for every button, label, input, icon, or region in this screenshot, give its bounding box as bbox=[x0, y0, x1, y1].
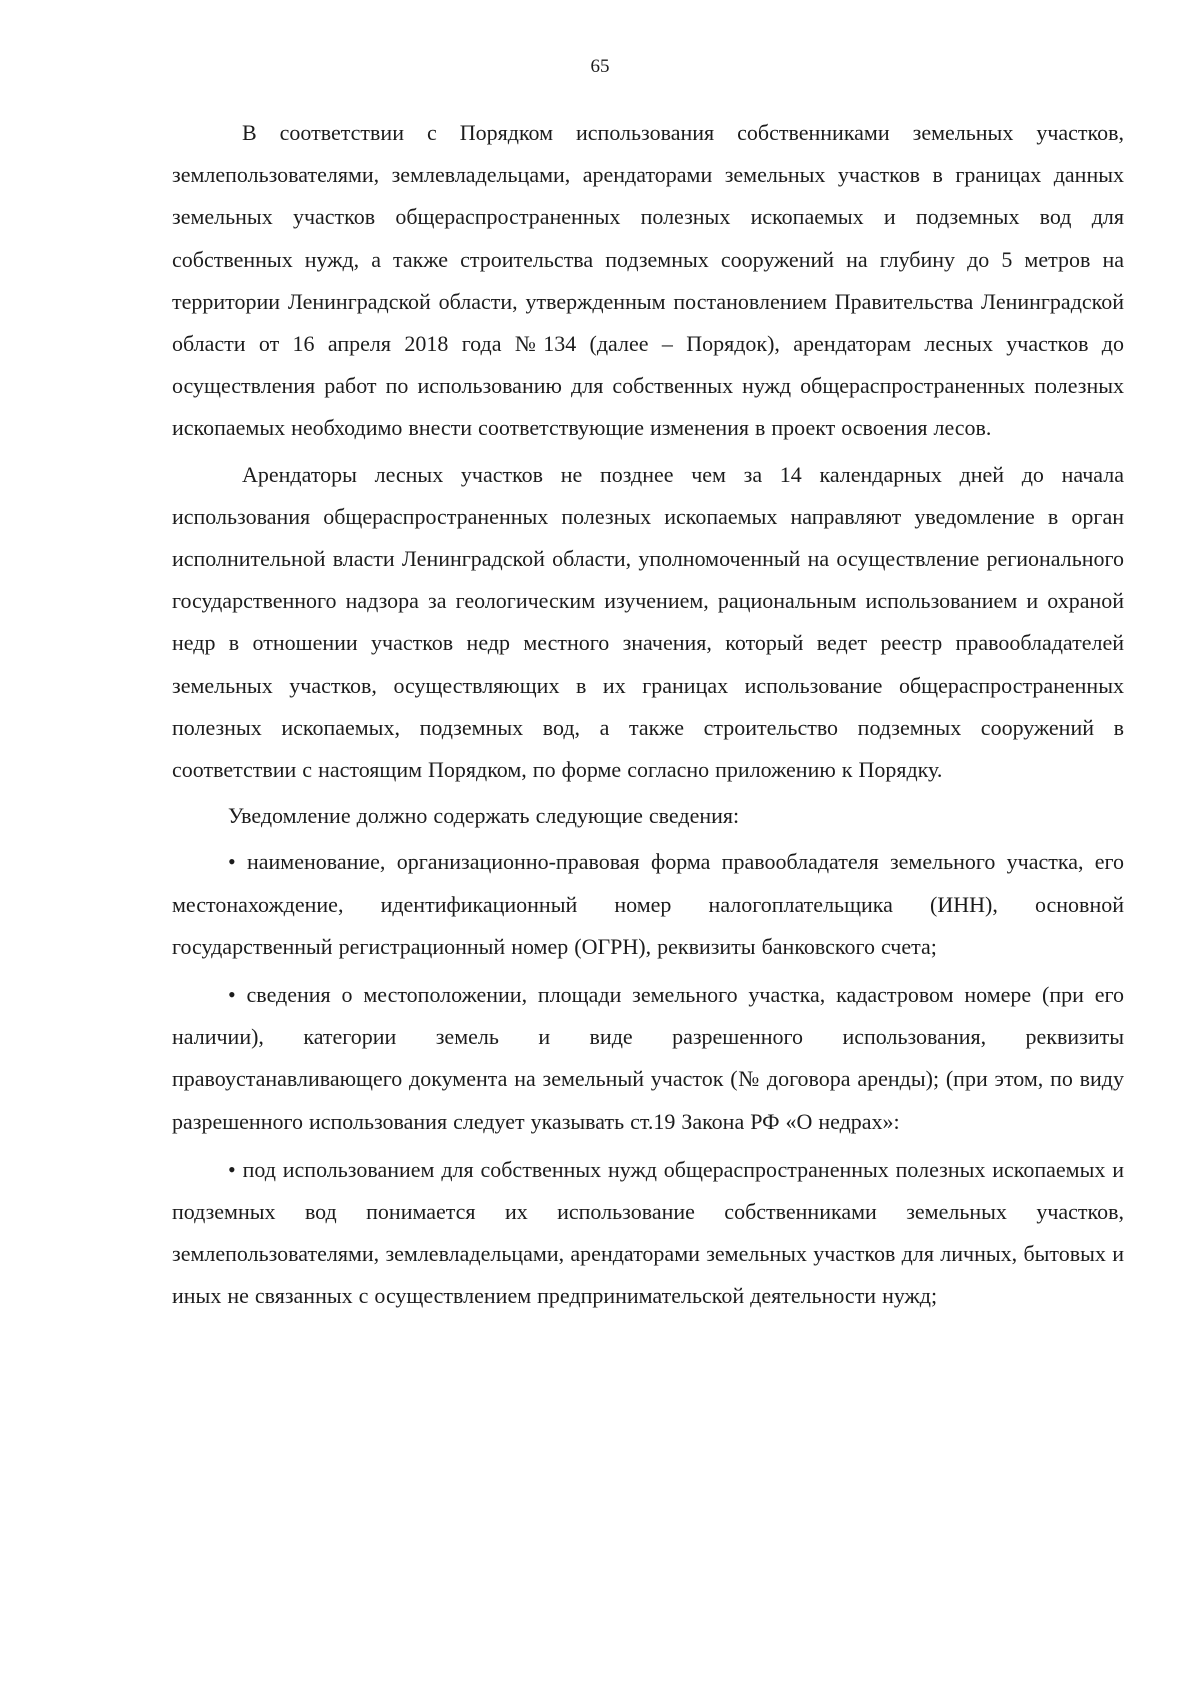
document-body bbox=[172, 112, 1124, 1318]
bullet-icon: • bbox=[228, 849, 236, 875]
bullet-item-own-needs-definition bbox=[172, 1149, 1124, 1318]
paragraph-order-intro: В соответствии с Порядком использования собственниками земельных участков, землепользователями, землевладельцами, арендаторами земельных участков в границах данных земельных участков общераспространенных полезных ископаемых и подземных вод для собственных нужд, а также строительства подземных сооружений на глубину до 5 метров на территории Ленинградской области, утвержденным постановлением Правительства Ленинградской области от 16 апреля 2018 года №134 (далее – Порядок), арендаторам лесных участков до осуществления работ по использованию для собственных нужд общераспространенных полезных ископаемых необходимо внести соответствующие изменения в проект освоения лесов. bbox=[172, 120, 1124, 441]
bullet-item-land-plot-details bbox=[172, 974, 1124, 1143]
bullet-icon: • bbox=[228, 982, 236, 1008]
bullet-text: наименование, организационно-правовая форма правообладателя земельного участка, его местонахождение, идентификационный номер налогоплательщика (ИНН), основной государственный регистрационный номер (ОГРН), реквизиты банковского счета; bbox=[172, 849, 1125, 959]
bullet-text: сведения о местоположении, площади земельного участка, кадастровом номере (при его наличии), категории земель и виде разрешенного использования, реквизиты правоустанавливающего документа на земельный участок (№ договора аренды); (при этом, по виду разрешенного использования следует указывать ст.19 Закона РФ «О недрах»: bbox=[172, 982, 1124, 1134]
paragraph-notification-contents: Уведомление должно содержать следующие сведения: bbox=[228, 803, 740, 829]
page-number: 65 bbox=[590, 56, 610, 77]
bullet-icon: • bbox=[228, 1156, 236, 1182]
bullet-text: под использованием для собственных нужд общераспространенных полезных ископаемых и подземных вод понимается их использование собственниками земельных участков, землепользователями, землевладельцами, арендаторами земельных участков для личных, бытовых и иных не связанных с осуществлением предпринимательской деятельности нужд; bbox=[172, 1156, 1125, 1309]
bullet-item-applicant-details bbox=[172, 841, 1124, 968]
paragraph-notification-deadline: Арендаторы лесных участков не позднее чем за 14 календарных дней до начала использования общераспространенных полезных ископаемых направляют уведомление в орган исполнительной власти Ленинградской области, уполномоченный на осуществление регионального государственного надзора за геологическим изучением, рациональным использованием и охраной недр в отношении участков недр местного значения, который ведет реестр правообладателей земельных участков, осуществляющих в их границах использование общераспространенных полезных ископаемых, подземных вод, а также строительство подземных сооружений в соответствии с настоящим Порядком, по форме согласно приложению к Порядку. bbox=[172, 461, 1124, 783]
